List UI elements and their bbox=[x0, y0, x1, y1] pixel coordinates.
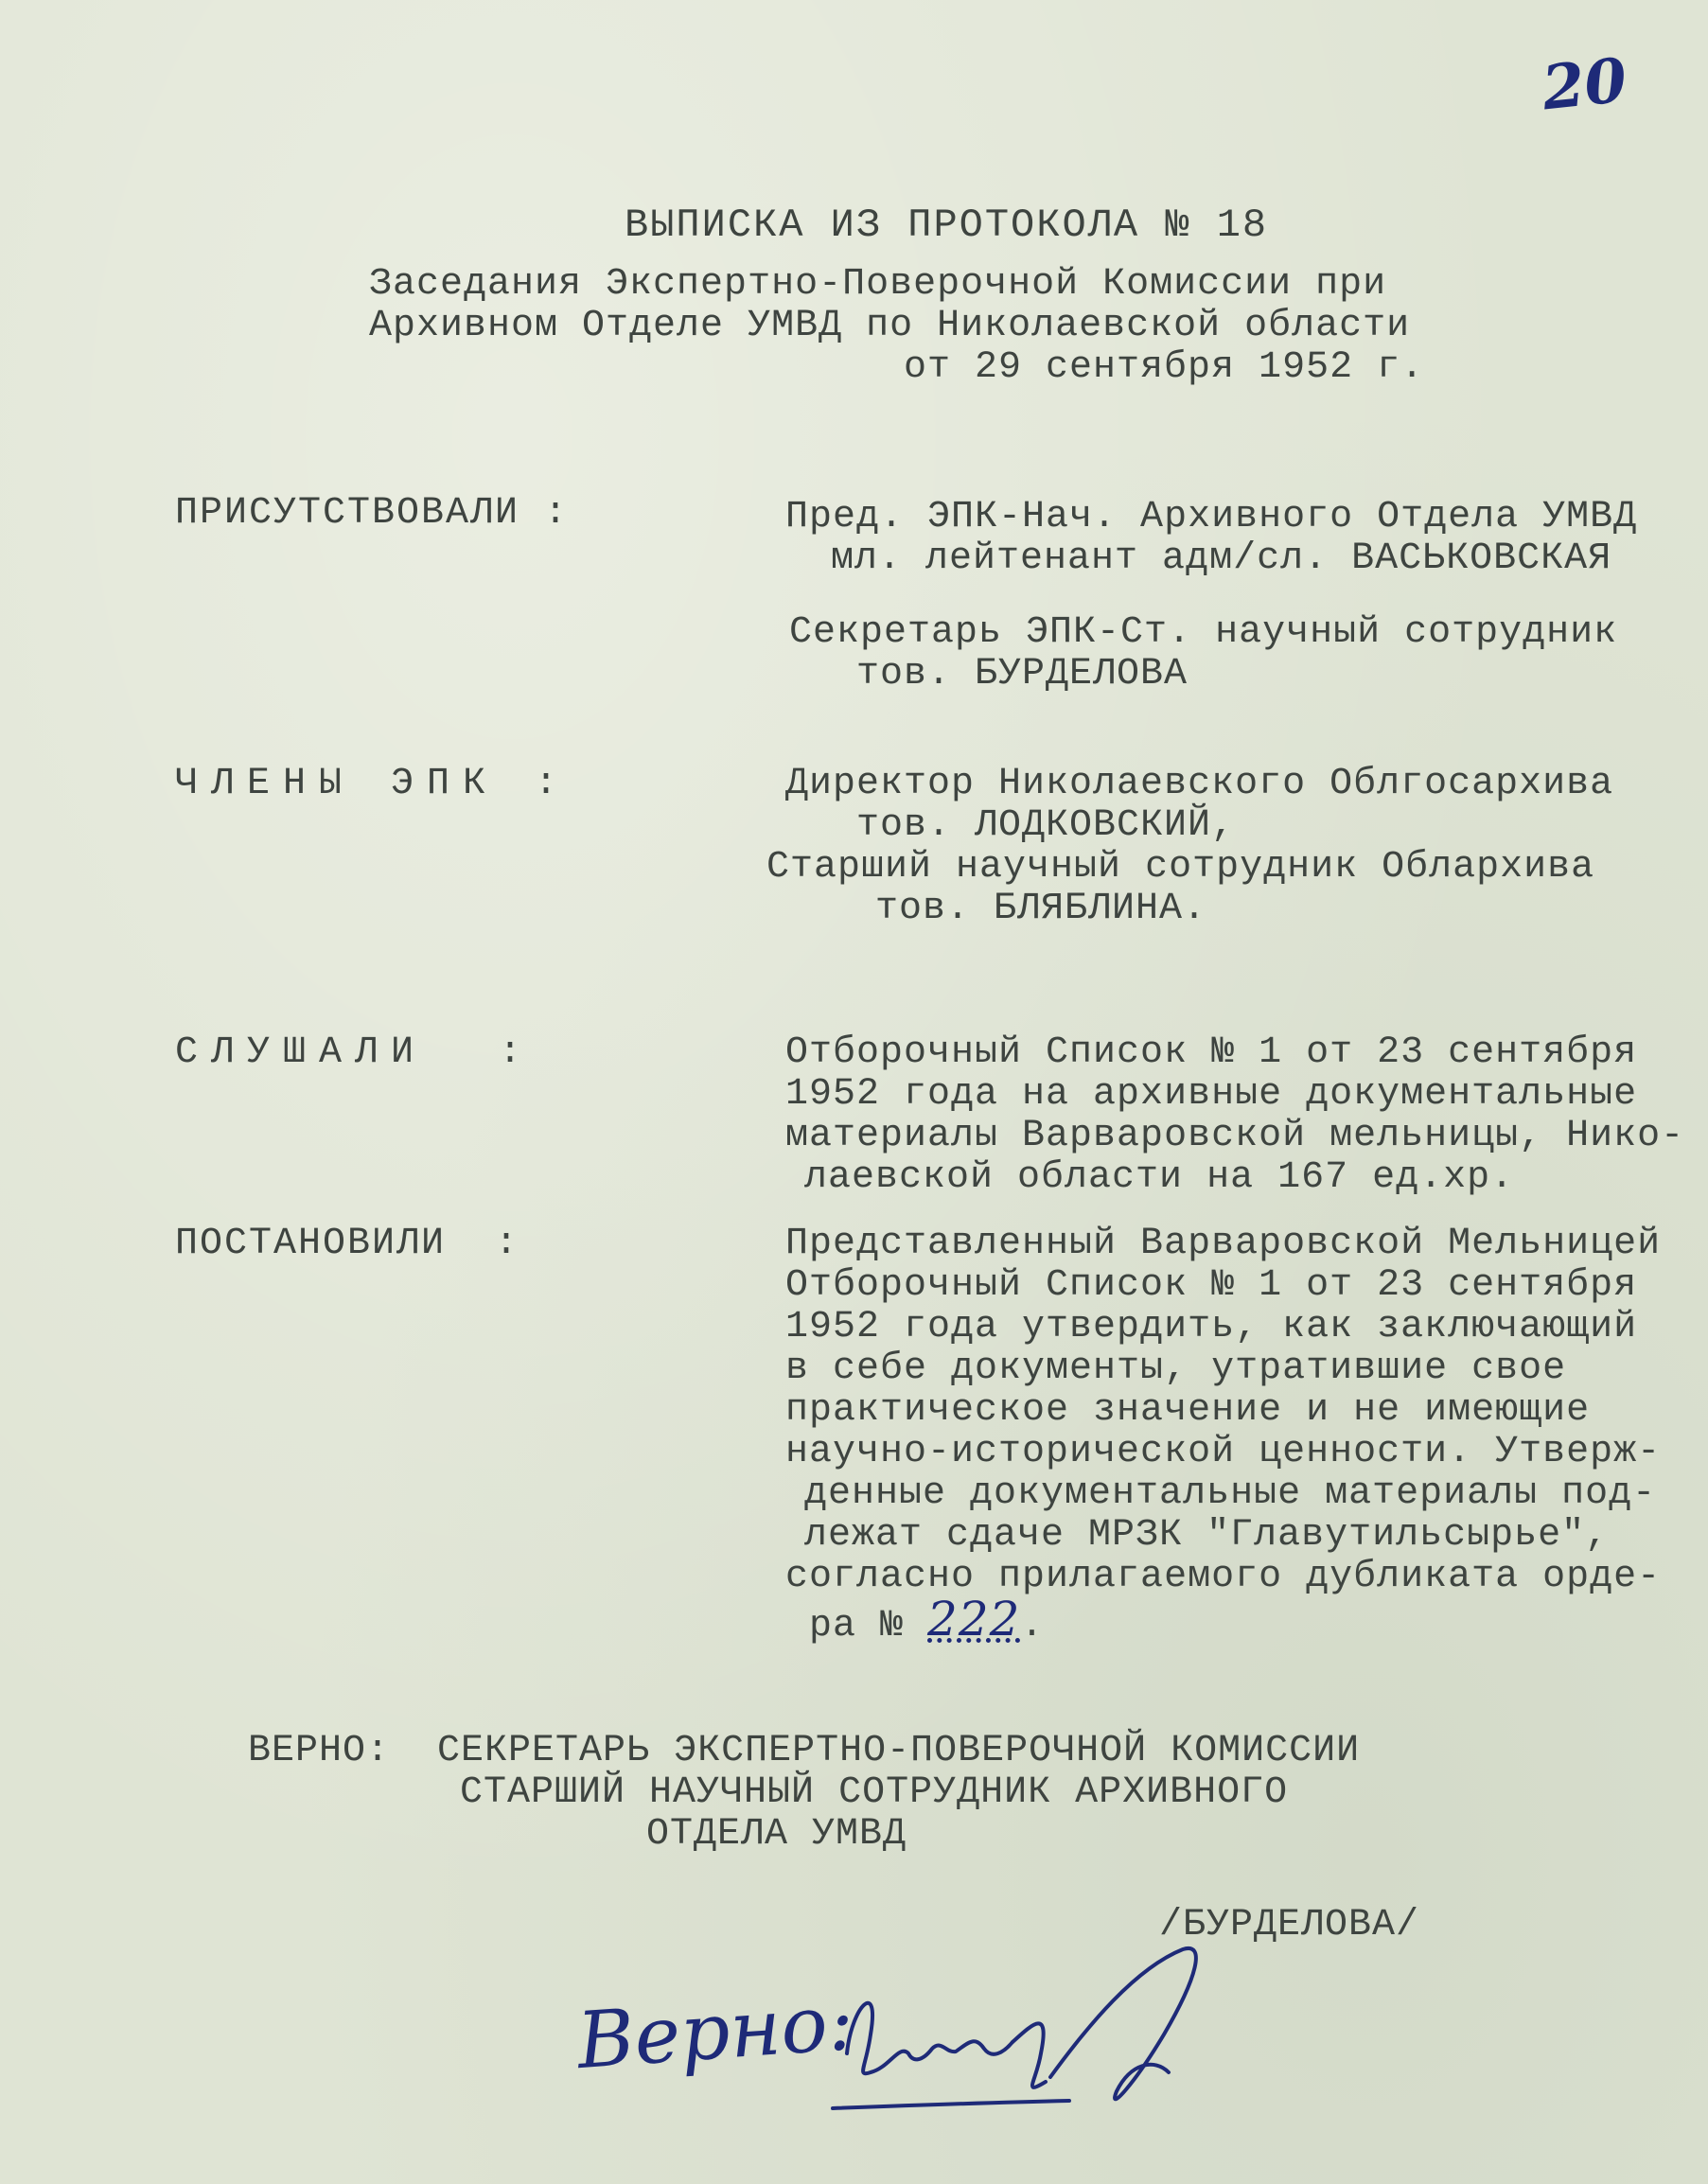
resolved-line-4: в себе документы, утратившие свое bbox=[785, 1347, 1567, 1390]
resolved-line-9: согласно прилагаемого дубликата орде- bbox=[785, 1556, 1662, 1598]
resolved-line-3: 1952 года утвердить, как заключающий bbox=[785, 1306, 1638, 1348]
certification-line-2: СТАРШИЙ НАУЧНЫЙ СОТРУДНИК АРХИВНОГО bbox=[460, 1771, 1289, 1814]
resolved-line-5: практическое значение и не имеющие bbox=[785, 1389, 1591, 1432]
members-line-4: тов. БЛЯБЛИНА. bbox=[875, 888, 1207, 930]
chair-line-1: Пред. ЭПК-Нач. Архивного Отдела УМВД bbox=[785, 496, 1638, 538]
subtitle-line-3: от 29 сентября 1952 г. bbox=[904, 346, 1425, 389]
secretary-line-1: Секретарь ЭПК-Ст. научный сотрудник bbox=[789, 611, 1618, 654]
present-label: ПРИСУТСТВОВАЛИ : bbox=[175, 492, 570, 535]
signatory-name: /БУРДЕЛОВА/ bbox=[1159, 1904, 1420, 1946]
resolved-line-7: денные документальные материалы под- bbox=[804, 1472, 1657, 1515]
members-line-1: Директор Николаевского Облгосархива bbox=[785, 763, 1614, 805]
members-line-2: тов. ЛОДКОВСКИЙ, bbox=[856, 804, 1236, 847]
certification-line-3: ОТДЕЛА УМВД bbox=[646, 1813, 907, 1856]
certification-line-1: ВЕРНО: СЕКРЕТАРЬ ЭКСПЕРТНО-ПОВЕРОЧНОЙ КОМИССИИ bbox=[248, 1730, 1361, 1772]
resolved-line-1: Представленный Варваровской Мельницей bbox=[785, 1223, 1662, 1265]
resolved-line-2: Отборочный Список № 1 от 23 сентября bbox=[785, 1264, 1638, 1307]
heard-line-4: лаевской области на 167 ед.хр. bbox=[804, 1156, 1515, 1199]
subtitle-line-2: Архивном Отделе УМВД по Николаевской области bbox=[369, 305, 1411, 347]
handwritten-note: Верно: bbox=[574, 1977, 857, 2087]
order-suffix: . bbox=[1020, 1605, 1045, 1647]
chair-line-2: мл. лейтенант адм/сл. ВАСЬКОВСКАЯ bbox=[831, 537, 1612, 580]
secretary-line-2: тов. БУРДЕЛОВА bbox=[856, 653, 1189, 696]
members-line-3: Старший научный сотрудник Облархива bbox=[766, 846, 1595, 889]
resolved-line-8: лежат сдаче МРЗК "Главутильсырье", bbox=[804, 1514, 1610, 1557]
resolved-line-6: научно-исторической ценности. Утверж- bbox=[785, 1431, 1662, 1473]
document-title: ВЫПИСКА ИЗ ПРОТОКОЛА № 18 bbox=[625, 203, 1269, 248]
resolved-line-10 bbox=[809, 1592, 1045, 1648]
order-number-handwritten: 222 bbox=[927, 1592, 1021, 1647]
subtitle-line-1: Заседания Экспертно-Поверочной Комиссии при bbox=[369, 263, 1387, 306]
heard-line-2: 1952 года на архивные документальные bbox=[785, 1073, 1638, 1116]
members-label: ЧЛЕНЫ ЭПК : bbox=[175, 763, 572, 805]
resolved-label: ПОСТАНОВИЛИ : bbox=[175, 1223, 520, 1265]
heard-label: СЛУШАЛИ : bbox=[175, 1031, 536, 1074]
order-prefix: ра № bbox=[809, 1605, 928, 1647]
heard-line-3: материалы Варваровской мельницы, Нико- bbox=[785, 1115, 1685, 1157]
heard-line-1: Отборочный Список № 1 от 23 сентября bbox=[785, 1031, 1638, 1074]
page-number-handwritten: 20 bbox=[1539, 44, 1630, 125]
